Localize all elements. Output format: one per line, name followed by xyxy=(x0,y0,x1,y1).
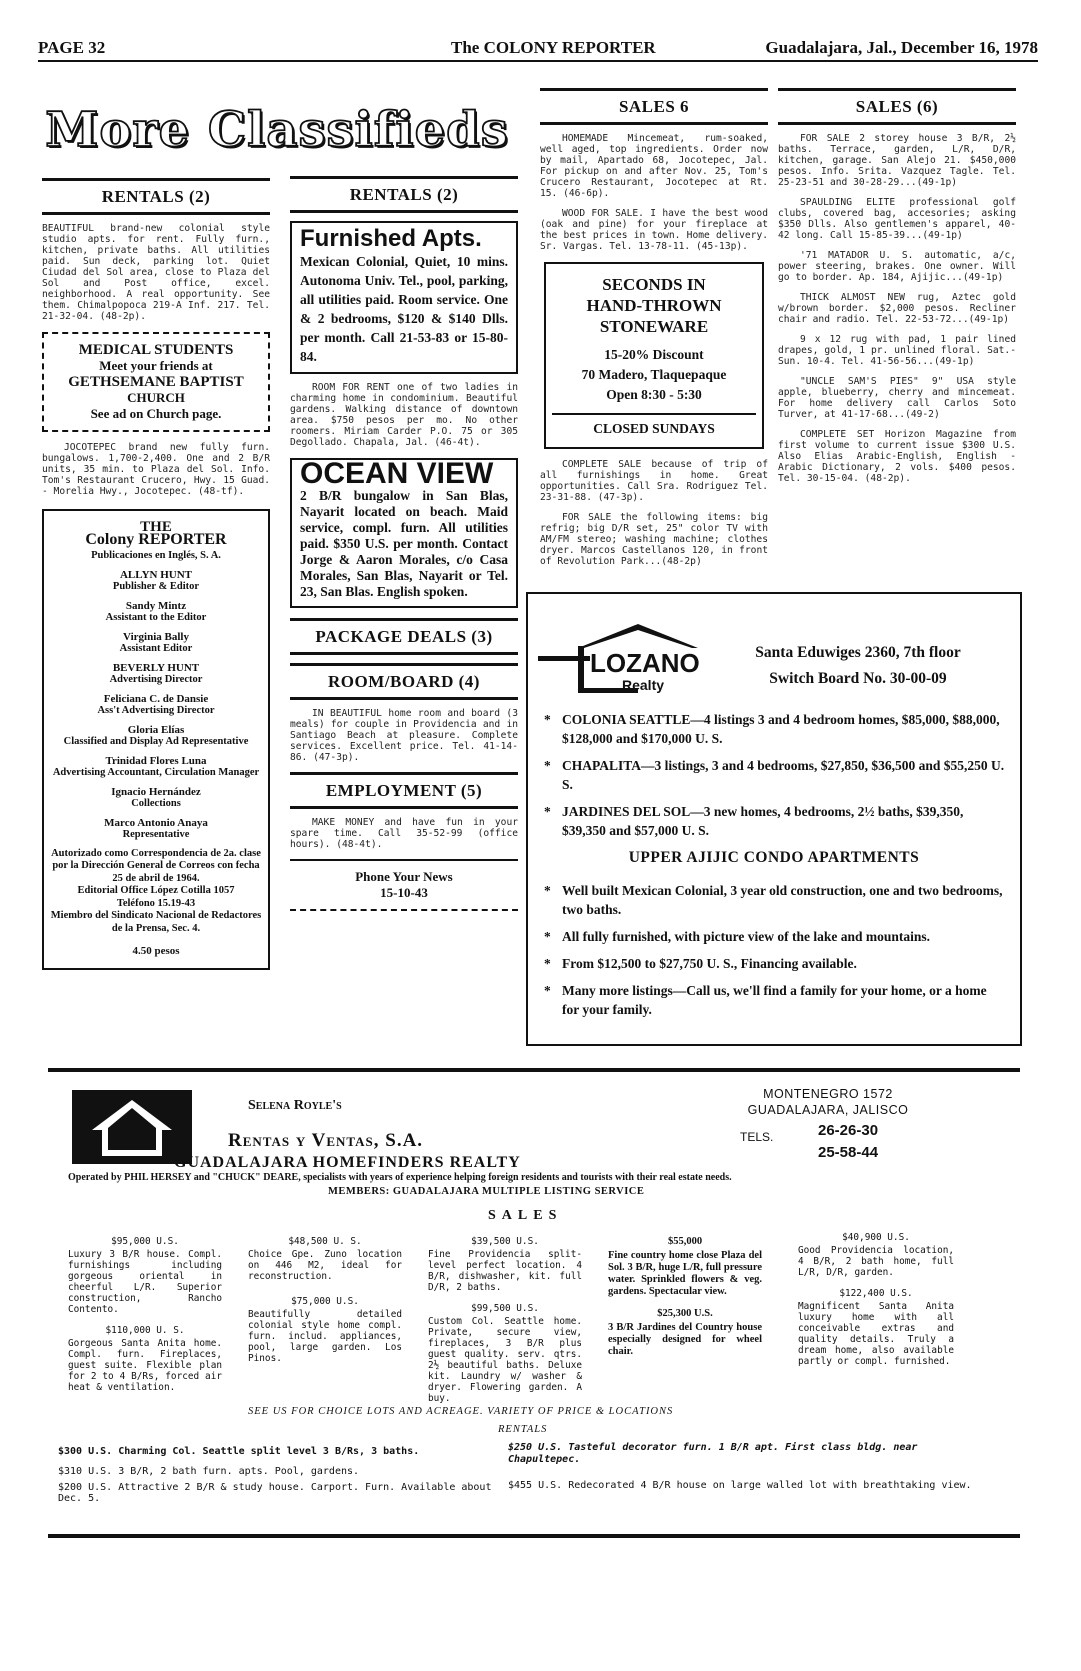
medical-students-ad xyxy=(42,332,270,432)
rentals-head-royle: RENTALS xyxy=(498,1424,548,1435)
tels-label: TELS. xyxy=(740,1130,774,1144)
stoneware-ad xyxy=(544,262,764,449)
staff-list xyxy=(50,569,262,842)
listing-price: $48,500 U. S. xyxy=(288,1236,362,1247)
dateline: Guadalajara, Jal., December 16, 1978 xyxy=(765,38,1038,57)
listing-price: $25,300 U.S. xyxy=(657,1308,713,1319)
agency-name: Rentas y Ventas, S.A. xyxy=(228,1130,424,1151)
listing-text: Choice Gpe. Zuno location on 446 M2, ideal for reconstruction. xyxy=(248,1249,402,1282)
rentals-right xyxy=(508,1442,978,1491)
listing-text: Magnificent Santa Anita luxury home with all conceivable extras and quality details. Truly a dream home, also available partly or compl. furnished. xyxy=(798,1301,954,1367)
classified-ad: THICK ALMOST NEW rug, Aztec gold w/brown border. $2,000 pesos. Recliner chair and radio. Tel. 22-53-72...(49-1p) xyxy=(778,292,1016,325)
address-line: MONTENEGRO 1572 xyxy=(763,1087,893,1101)
masthead xyxy=(38,36,1038,62)
staff-name: ALLYN HUNT xyxy=(119,568,193,581)
ad-title: Furnished Apts. xyxy=(300,225,482,252)
staff-name: BEVERLY HUNT xyxy=(112,661,200,674)
staff-publisher-line: Publicaciones en Inglés, S. A. xyxy=(91,550,221,561)
classified-ad: COMPLETE SALE because of trip of all furnishings in home. Great opportunities. Call Sra. Rodriguez Tel. 23-31-88. (47-3p). xyxy=(540,459,768,503)
column-4 xyxy=(778,88,1016,493)
members-line: MEMBERS: GUADALAJARA MULTIPLE LISTING SERVICE xyxy=(328,1186,645,1197)
listing-item: * All fully furnished, with picture view of the lake and mountains. xyxy=(542,927,1006,946)
listing-price: $95,000 U.S. xyxy=(111,1236,179,1247)
listing-item: * CHAPALITA—3 listings, 3 and 4 bedrooms, $27,850, $36,500 and $55,250 U. S. xyxy=(542,756,1006,794)
staff-member: Miembro del Sindicato Nacional de Redactores de la Prensa, Sec. 4. xyxy=(50,910,262,934)
room-board-head: ROOM/BOARD (4) xyxy=(290,663,518,700)
listing-item: * COLONIA SEATTLE—4 listings 3 and 4 bedroom homes, $85,000, $88,000, $128,000 and $170,000 U. S. xyxy=(542,710,1006,748)
ad-body: Mexican Colonial, Quiet, 10 mins. Autonoma Univ. Tel., pool, parking, all utilities paid. Room service. One & 2 bedrooms, $120 & $140 Dlls. per month. Call 21-53-83 or 15-80-84. xyxy=(300,254,508,364)
column-3 xyxy=(540,88,768,576)
listing-price: $55,000 xyxy=(667,1236,703,1247)
listing-item: * Well built Mexican Colonial, 3 year old construction, one and two bedrooms, two baths. xyxy=(542,881,1006,919)
staff-name: Trinidad Flores Luna xyxy=(105,754,207,767)
ad-line: SECONDS IN xyxy=(602,275,706,294)
sales-head-1: SALES 6 xyxy=(540,88,768,125)
classified-ad: FOR SALE 2 storey house 3 B/R, 2½ baths. Terrace, garden, L/R, D/R, kitchen, garage. San Alejo 21. $450,000 pesos. Info. Srita. Vazquez Tagle. Tel. 25-23-51 and 30-28-29...(49-1p) xyxy=(778,133,1016,188)
listing-price: $40,900 U.S. xyxy=(842,1232,910,1243)
staff-name: Ignacio Hernández xyxy=(111,785,201,798)
listing-item: * From $12,500 to $27,750 U. S., Financing available. xyxy=(542,954,1006,973)
package-deals-head: PACKAGE DEALS (3) xyxy=(290,618,518,655)
sales-column xyxy=(608,1236,762,1368)
ad-line: STONEWARE xyxy=(599,317,709,336)
staff-the: THE xyxy=(140,519,172,535)
classified-ad: COMPLETE SET Horizon Magazine from first volume to current issue $300 U.S. Also Elias Arabic-English, English - Arabic Dictionary, 2 vols. $400 pesos. Tel. 30-15-04. (48-2p). xyxy=(778,429,1016,484)
switchboard-line: Switch Board No. 30-00-09 xyxy=(769,670,947,687)
paper-name: The COLONY REPORTER xyxy=(451,38,656,57)
agency-subname: GUADALAJARA HOMEFINDERS REALTY xyxy=(174,1154,521,1171)
lozano-realty-ad xyxy=(526,592,1022,1046)
phone-number: 25-58-44 xyxy=(818,1144,879,1161)
lozano-listings xyxy=(542,710,1006,1027)
listing-price: $122,400 U.S. xyxy=(839,1288,913,1299)
ad-line: CHURCH xyxy=(127,390,185,405)
staff-role: Assistant Editor xyxy=(119,643,193,654)
selena-royle-ad xyxy=(48,1068,1020,1538)
ad-line: Open 8:30 - 5:30 xyxy=(606,387,702,402)
listing-text: Custom Col. Seattle home. Private, secure view, fireplaces, 3 B/R plus guest quality. serv. qtrs. 2½ beautiful baths. Deluxe kit. Laundry w/ washer & dryer. Flowering garden. A buy. xyxy=(428,1316,582,1404)
house-logo-icon xyxy=(72,1090,192,1164)
staff-name: Sandy Mintz xyxy=(125,599,187,612)
condo-subhead: UPPER AJIJIC CONDO APARTMENTS xyxy=(628,849,920,866)
phone-news-box xyxy=(290,859,518,911)
sales-column xyxy=(68,1236,222,1403)
phone-news-line: Phone Your News xyxy=(355,869,453,884)
classified-ad: SPAULDING ELITE professional golf clubs, covered bag, accesories; asking $350 Dlls. Also gentlemen's apparel, 40-42 long. Call 15-85-39...(49-1p) xyxy=(778,197,1016,241)
sales-head-royle: SALES xyxy=(488,1208,563,1223)
listing-item: * Many more listings—Call us, we'll find a family for your home, or a home for your family. xyxy=(542,981,1006,1019)
staff-role: Advertising Director xyxy=(109,674,203,685)
rentals-head-2: RENTALS (2) xyxy=(290,176,518,213)
listing-text: Fine country home close Plaza del Sol. 3 B/R, huge L/R, full pressure water. Sprinkled flowers & veg. gardens. Spectacular view. xyxy=(608,1250,762,1297)
ad-line: HAND-THROWN xyxy=(586,296,722,315)
staff-role: Publisher & Editor xyxy=(112,581,200,592)
lots-acreage-line: SEE US FOR CHOICE LOTS AND ACREAGE. VARIETY OF PRICE & LOCATIONS xyxy=(248,1406,674,1417)
staff-name: Feliciana C. de Dansie xyxy=(103,692,209,705)
furnished-apts-ad xyxy=(290,221,518,374)
column-2 xyxy=(290,170,518,911)
rentals-head-1: RENTALS (2) xyxy=(42,178,270,215)
phone-number: 26-26-30 xyxy=(818,1122,879,1139)
ad-title: OCEAN VIEW xyxy=(300,457,494,490)
rental-line: $310 U.S. 3 B/R, 2 bath furn. apts. Pool, gardens. xyxy=(58,1466,360,1477)
ad-line: See ad on Church page. xyxy=(90,406,222,421)
sales-head-2: SALES (6) xyxy=(778,88,1016,125)
page-number: PAGE 32 xyxy=(38,38,106,57)
lozano-address xyxy=(728,640,988,692)
rental-line: $250 U.S. Tasteful decorator furn. 1 B/R apt. First class bldg. near Chapultepec. xyxy=(508,1442,918,1465)
ocean-view-ad xyxy=(290,458,518,608)
listing-text: 3 B/R Jardines del Country house especially designed for wheel chair. xyxy=(608,1322,762,1357)
staff-price: 4.50 pesos xyxy=(132,945,180,957)
staff-role: Assistant to the Editor xyxy=(105,612,207,623)
royle-address xyxy=(738,1086,918,1118)
classified-ad: FOR SALE the following items: big refrig; big D/R set, 25" color TV with AM/FM stereo; washing machine; clothes dryer. Marcos Castellanos 120, in front of Revolution Park...(48-2p) xyxy=(540,512,768,567)
ad-line: Meet your friends at xyxy=(99,358,213,373)
classified-ad: IN BEAUTIFUL home room and board (3 meals) for couple in Providencia and in Santiago Beach at pleasure. Complete services. Excellent price. Tel. 41-14-86. (47-3p). xyxy=(290,708,518,763)
staff-legal: Autorizado como Correspondencia de 2a. clase por la Dirección General de Correos con fecha 25 de abril de 1964. xyxy=(51,847,261,884)
svg-text:Realty: Realty xyxy=(622,677,665,693)
classified-ad: "UNCLE SAM'S PIES" 9" USA style apple, blueberry, cherry and mincemeat. For home delivery call Carlos Soto Turver, at 41-17-68...(49-2) xyxy=(778,376,1016,420)
classified-ad: HOMEMADE Mincemeat, rum-soaked, well aged, top ingredients. Order now by mail, Apartado 68, Jocotepec, Jal. For pickup on and after Nov. 25, Tom's Crucero Restaurant, Jocotepec at Rt. 15. (46-6p). xyxy=(540,133,768,199)
ad-closed: CLOSED SUNDAYS xyxy=(552,413,756,437)
sales-column xyxy=(248,1236,402,1374)
listing-item: * JARDINES DEL SOL—3 new homes, 4 bedrooms, 2½ baths, $39,350, $39,350 and $57,000 U. S. xyxy=(542,802,1006,840)
classified-ad: BEAUTIFUL brand-new colonial style studio apts. for rent. Fully furn., kitchen, private baths. All utilities paid. Sun deck, parking lot. Quiet Ciudad del Sol area, close to Plaza del Sol and Post office, excel. neighborhood. A real opportunity. See them. Chimalpopoca 219-A Inf. 217. Tel. 21-32-04. (48-2p). xyxy=(42,223,270,322)
operated-by: Operated by PHIL HERSEY and "CHUCK" DEARE, specialists with years of experience helping foreign residents and tourists with their real estate needs. xyxy=(68,1172,732,1183)
employment-head: EMPLOYMENT (5) xyxy=(290,772,518,809)
colony-staff-box xyxy=(42,509,270,970)
classified-ad: MAKE MONEY and have fun in your spare time. Call 35-52-99 (office hours). (48-4t). xyxy=(290,817,518,850)
staff-name: Marco Antonio Anaya xyxy=(104,816,208,829)
address-line: Santa Eduwiges 2360, 7th floor xyxy=(755,644,961,661)
royle-phones xyxy=(818,1120,878,1164)
sales-column xyxy=(798,1232,954,1377)
page-title: More Classifieds xyxy=(45,102,509,158)
staff-phone: Teléfono 15.19-43 xyxy=(116,897,196,909)
listing-text: Luxury 3 B/R house. Compl. furnishings including gorgeous oriental in cheerful L/R. Superior construction, Rancho Contento. xyxy=(68,1249,222,1315)
classified-ad: WOOD FOR SALE. I have the best wood (oak and pine) for your fireplace at the best prices in town. Home delivery. Sr. Vargas. Tel. 13-78-11. (45-13p). xyxy=(540,208,768,252)
staff-role: Representative xyxy=(122,829,190,840)
lozano-logo xyxy=(538,618,708,696)
classified-ad: ROOM FOR RENT one of two ladies in charming home in condominium. Beautiful gardens. Walking distance of downtown area. $750 pesos per mo. No other roomers. Miriam Carder P.O. 75 or 305 Degollado. Chapala, Jal. (46-4t). xyxy=(290,382,518,448)
ad-line: 70 Madero, Tlaquepaque xyxy=(581,367,727,382)
staff-name: Virginia Bally xyxy=(123,630,189,643)
staff-role: Advertising Accountant, Circulation Manager xyxy=(52,767,260,778)
listing-price: $110,000 U. S. xyxy=(105,1325,185,1336)
listing-text: Gorgeous Santa Anita home. Compl. furn. Fireplaces, guest suite. Flexible plan for 2 to 4 B/Rs, forced air heat & ventilation. xyxy=(68,1338,222,1393)
agency-name-line: Selena Royle's xyxy=(248,1098,342,1113)
listing-price: $99,500 U.S. xyxy=(471,1303,539,1314)
svg-text:LOZANO: LOZANO xyxy=(590,648,700,678)
phone-news-number: 15-10-43 xyxy=(380,885,428,900)
rental-line: $455 U.S. Redecorated 4 B/R house on large walled lot with breathtaking view. xyxy=(508,1480,972,1491)
listing-text: Beautifully detailed colonial style home compl. furn. includ. appliances, pool, large garden. Los Pinos. xyxy=(248,1309,402,1364)
staff-masthead: Colony REPORTER xyxy=(85,530,227,548)
staff-name: Gloria Elías xyxy=(127,723,185,736)
sales-column xyxy=(428,1236,582,1414)
staff-role: Collections xyxy=(131,798,181,809)
address-line: GUADALAJARA, JALISCO xyxy=(747,1103,909,1117)
listing-text: Fine Providencia split-level perfect location. 4 B/R, dishwasher, kit. full D/R, 2 baths. xyxy=(428,1249,582,1293)
rental-line: $300 U.S. Charming Col. Seattle split level 3 B/Rs, 3 baths. xyxy=(58,1446,420,1457)
rentals-left xyxy=(58,1442,498,1504)
staff-role: Classified and Display Ad Representative xyxy=(63,736,249,747)
listing-price: $39,500 U.S. xyxy=(471,1236,539,1247)
ad-line: GETHSEMANE BAPTIST xyxy=(68,374,244,390)
ad-body: 2 B/R bungalow in San Blas, Nayarit located on beach. Maid service, compl. furn. All utilities paid. $350 U.S. per month. Contact Jorge & Aaron Morales, c/o Casa Morales, San Blas, Nayarit or Tel. 23, San Blas. English spoken. xyxy=(300,488,508,599)
classified-ad: 9 x 12 rug with pad, 1 pair lined drapes, gold, 1 pr. unlined floral. Sat.-Sun. 10-4. Tel. 41-56-56...(49-1p) xyxy=(778,334,1016,367)
staff-role: Ass't Advertising Director xyxy=(97,705,215,716)
classified-ad: '71 MATADOR U. S. automatic, a/c, power steering, brakes. One owner. Will go to border. Ap. 184, Ajijic...(49-1p) xyxy=(778,250,1016,283)
ad-line: 15-20% Discount xyxy=(604,347,704,362)
rental-line: $200 U.S. Attractive 2 B/R & study house. Carport. Furn. Available about Dec. 5. xyxy=(58,1482,492,1504)
ad-line: MEDICAL STUDENTS xyxy=(78,342,234,358)
listing-text: Good Providencia location, 4 B/R, 2 bath home, full L/R, D/R, garden. xyxy=(798,1245,954,1278)
staff-office: Editorial Office López Cotilla 1057 xyxy=(77,885,235,896)
classified-ad: JOCOTEPEC brand new fully furn. bungalows. 1,700-2,400. One and 2 B/R units, 35 min. to Plaza del Sol. Info. Tom's Restaurant Crucero, Hwy. 15 Guad. - Morelia Hwy., Jocotepec. (48-tf). xyxy=(42,442,270,497)
listing-price: $75,000 U.S. xyxy=(291,1296,359,1307)
